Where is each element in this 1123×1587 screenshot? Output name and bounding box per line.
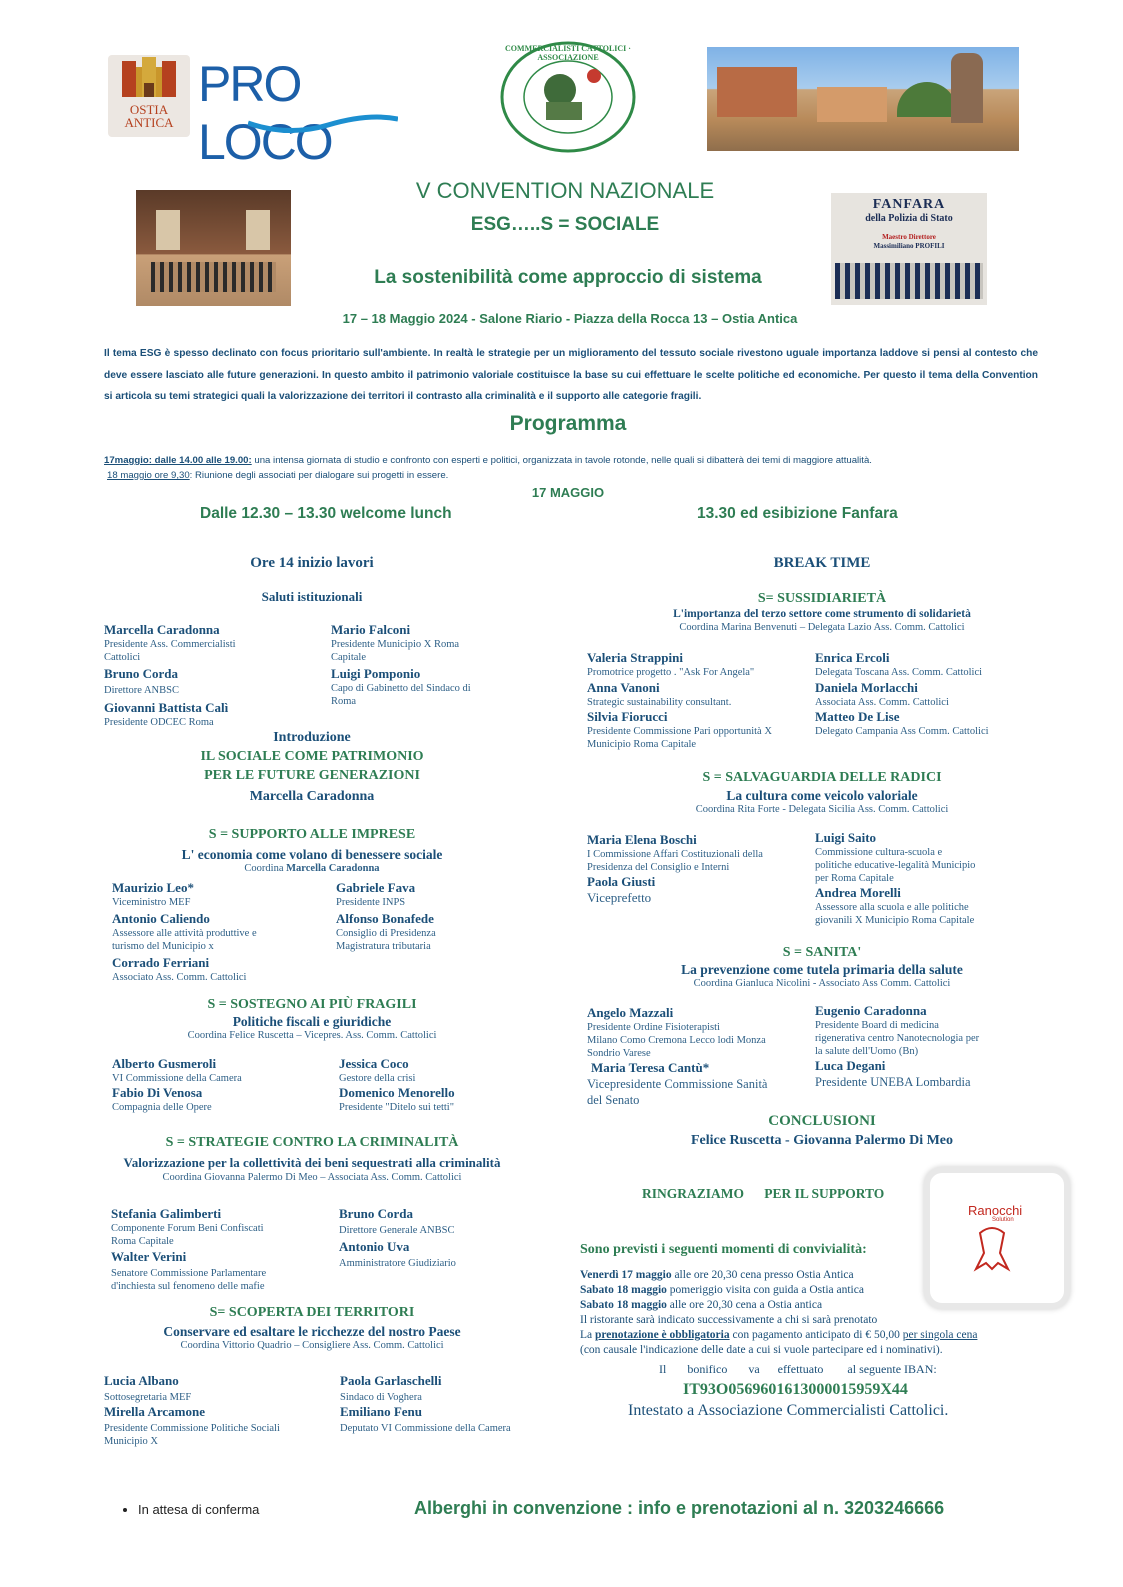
castle-icon	[108, 55, 190, 137]
programma-line2-label: 18 maggio ore 9,30	[107, 470, 190, 481]
person: Stefania Galimberti Componente Forum Beni Confiscati Roma Capitale	[111, 1206, 264, 1247]
dates-place: 17 – 18 Maggio 2024 - Salone Riario - Piazza della Rocca 13 – Ostia Antica	[342, 311, 798, 326]
role: Vicepresidente Commissione Sanità del Senato	[587, 1077, 768, 1107]
intro-title2: PER LE FUTURE GENERAZIONI	[204, 768, 420, 783]
person: Mario Falconi Presidente Municipio X Roma Capitale	[331, 622, 460, 663]
fanfara-title: FANFARA	[872, 197, 946, 212]
s2-title: S = SOSTEGNO AI PIÙ FRAGILI	[207, 997, 417, 1012]
person: Corrado Ferriani Associato Ass. Comm. Cattolici	[112, 955, 247, 983]
conv-desc: alle ore 20,30 cena a Ostia antica	[666, 1299, 823, 1311]
person: Luigi Saito Commissione cultura-scuola e politiche educative-legalità Municipio per Roma Capitale	[815, 830, 976, 884]
person: Paola Giusti Viceprefetto	[587, 874, 656, 905]
person: Maria Elena Boschi I Commissione Affari Costituzionali della Presidenza del Consiglio e Interni	[587, 832, 763, 873]
conv-date: Venerdì 17 maggio	[580, 1269, 672, 1281]
conv-desc: alle ore 20,30 cena presso Ostia Antica	[671, 1269, 854, 1281]
r1-coord: Coordina Marina Benvenuti – Delegata Lazio Ass. Comm. Cattolici	[679, 622, 965, 633]
r2-title: S = SALVAGUARDIA DELLE RADICI	[702, 770, 942, 785]
s4-coord: Coordina Vittorio Quadrio – Consigliere Ass. Comm. Cattolici	[180, 1340, 444, 1351]
conv-desc: pomeriggio visita con guida a Ostia antica	[666, 1284, 864, 1296]
person: Valeria Strappini Promotrice progetto . "Ask For Angela"	[587, 650, 755, 678]
r1-title: S= SUSSIDIARIETÀ	[757, 591, 887, 606]
proloco-logo	[108, 55, 418, 170]
person: Alfonso Bonafede Consiglio di Presidenza Magistratura tributaria	[336, 911, 436, 952]
saluti-left	[104, 622, 304, 729]
s1-left	[112, 880, 322, 984]
conv-list	[580, 1268, 1050, 1358]
fanfara-maestro: Maestro Direttore	[882, 233, 936, 241]
intro-speaker: Marcella Caradonna	[249, 789, 375, 804]
person: Luigi Pomponio Capo di Gabinetto del Sindaco di Roma	[331, 666, 471, 707]
r1-right	[815, 650, 1035, 738]
salone-riario-photo	[136, 190, 291, 306]
s3-sub: Valorizzazione per la collettività dei beni sequestrati alla criminalità	[123, 1155, 501, 1170]
r1-sub: L'importanza del terzo settore come strumento di solidarietà	[673, 608, 971, 620]
person: Eugenio Caradonna Presidente Board di medicina rigenerativa centro Nanotecnologia per la salute dell'Uomo (Bn)	[815, 1003, 980, 1057]
conv-causale: (con causale l'indicazione delle date a cui si vuole partecipare ed i nominativi).	[580, 1344, 943, 1356]
person: Anna Vanoni Strategic sustainability consultant.	[587, 680, 732, 708]
person: Paola Garlaschelli Sindaco di Voghera	[340, 1373, 442, 1403]
fanfara-poster	[831, 193, 987, 305]
s1-coord-pre: Coordina	[244, 863, 287, 874]
person: Alberto Gusmeroli VI Commissione della Camera	[112, 1056, 242, 1084]
ringraziamo: RINGRAZIAMO PER IL SUPPORTO	[642, 1186, 885, 1201]
conv-line	[580, 1298, 1050, 1313]
person: Bruno Corda Direttore ANBSC	[104, 666, 179, 696]
s3-right	[339, 1206, 529, 1270]
conclusioni: CONCLUSIONI	[768, 1113, 876, 1129]
s3-coord: Coordina Giovanna Palermo Di Meo – Associata Ass. Comm. Cattolici	[162, 1172, 462, 1183]
ostia-square-photo	[707, 47, 1019, 151]
frog-icon	[970, 1223, 1014, 1273]
programma-line2	[107, 470, 1007, 481]
wave-icon	[248, 113, 398, 135]
conv-prenotazione	[580, 1328, 1050, 1343]
s1-right	[336, 880, 516, 953]
s3-left	[111, 1206, 321, 1293]
convention-tagline: La sostenibilità come approccio di sistema	[374, 267, 762, 288]
text: prenotazione è obbligatoria	[595, 1329, 730, 1341]
welcome-lunch: Dalle 12.30 – 13.30 welcome lunch	[200, 505, 452, 522]
person: Andrea Morelli Assessore alla scuola e alle politiche giovanili X Municipio Roma Capitale	[815, 885, 975, 926]
s3-title: S = STRATEGIE CONTRO LA CRIMINALITÀ	[165, 1135, 459, 1150]
person: Jessica Coco Gestore della crisi	[339, 1056, 416, 1084]
convention-subtitle: ESG…..S = SOCIALE	[470, 214, 660, 235]
conv-line: Il ristorante sarà indicato successivamente a chi si sarà prenotato	[580, 1314, 878, 1326]
text: con pagamento anticipato di € 50,00	[729, 1329, 903, 1341]
proloco-sub: OSTIA ANTICA	[124, 102, 174, 130]
confirmation-note: • In attesa di conferma	[138, 1502, 259, 1517]
programma-line1	[104, 455, 1034, 466]
programma-title: Programma	[509, 412, 627, 435]
r3-coord: Coordina Gianluca Nicolini - Associato Ass Comm. Cattolici	[693, 978, 951, 989]
s4-sub: Conservare ed esaltare le ricchezze del nostro Paese	[163, 1324, 461, 1339]
person: Matteo De Lise Delegato Campania Ass Comm. Cattolici	[815, 709, 989, 737]
intro-paragraph: Il tema ESG è spesso declinato con focus prioritario sull'ambiente. In realtà le strategie per un miglioramento del tessuto sociale rivestono uguale importanza laddove si pensi al contesto che deve essere lasciato alle future generazioni. In questo ambito il patrimonio valoriale costituisce la base su cui effettuare le scelte politiche ed economiche. Per questo il tema della Convention si articola su temi strategici quali la valorizzazione dei territori il contrasto alla criminalità e il supporto alle categorie fragili.	[104, 348, 1038, 402]
intestato: Intestato a Associazione Commercialisti Cattolici.	[628, 1402, 949, 1419]
break-time: BREAK TIME	[773, 555, 871, 571]
r3-left	[587, 1005, 812, 1108]
saluti-right	[331, 622, 511, 708]
r2-left	[587, 832, 812, 906]
convention-title: V CONVENTION NAZIONALE	[415, 178, 715, 203]
person: Bruno Corda Direttore Generale ANBSC	[339, 1206, 455, 1236]
day-label: 17 MAGGIO	[531, 485, 605, 500]
s2-sub: Politiche fiscali e giuridiche	[232, 1014, 392, 1029]
conv-title: Sono previsti i seguenti momenti di convivialità:	[580, 1242, 867, 1257]
programma-line1-label: 17maggio: dalle 14.00 alle 19.00:	[104, 455, 252, 466]
conv-date: Sabato 18 maggio	[580, 1299, 667, 1311]
s2-left	[112, 1056, 322, 1114]
intro-label: Introduzione	[273, 730, 351, 745]
s1-title: S = SUPPORTO ALLE IMPRESE	[208, 827, 416, 842]
conv-line	[580, 1283, 1050, 1298]
sponsor-name: Ranocchi	[968, 1203, 1023, 1218]
sponsor-sub: Solution	[992, 1217, 1014, 1223]
s1-sub: L' economia come volano di benessere sociale	[181, 847, 443, 862]
s4-title: S= SCOPERTA DEI TERRITORI	[209, 1305, 415, 1320]
r2-right	[815, 830, 1035, 927]
fanfara-exhibition: 13.30 ed esibizione Fanfara	[697, 505, 898, 522]
person: Maria Teresa Cantù*	[591, 1060, 710, 1075]
text: per singola cena	[902, 1329, 978, 1341]
r2-sub: La cultura come veicolo valoriale	[726, 788, 918, 803]
person: Fabio Di Venosa Compagnia delle Opere	[112, 1085, 212, 1113]
person: Giovanni Battista Calì Presidente ODCEC Roma	[104, 700, 229, 728]
association-seal	[498, 40, 638, 154]
person: Daniela Morlacchi Associata Ass. Comm. Cattolici	[815, 680, 949, 708]
programma-line2-text: : Riunione degli associati per dialogare sui progetti in essere.	[189, 470, 449, 481]
footer-note	[120, 1502, 259, 1517]
person: Maurizio Leo* Viceministro MEF	[112, 880, 194, 908]
start-label: Ore 14 inizio lavori	[250, 555, 374, 571]
person: Emiliano Fenu Deputato VI Commissione della Camera	[340, 1404, 511, 1434]
conclusioni-names: Felice Ruscetta - Giovanna Palermo Di Meo	[690, 1133, 954, 1148]
conv-line	[580, 1268, 1050, 1283]
programma-line1-text: una intensa giornata di studio e confronto con esperti e politici, organizzata in tavole rotonde, nelle quali si dibatterà dei temi di maggiore attualità.	[251, 455, 872, 466]
person: Walter Verini Senatore Commissione Parlamentare d'inchiesta sul fenomeno delle mafie	[111, 1249, 267, 1292]
person: Mirella Arcamone Presidente Commissione Politiche Sociali Municipio X	[104, 1404, 280, 1447]
person: Luca Degani Presidente UNEBA Lombardia	[815, 1058, 971, 1089]
s2-coord: Coordina Felice Ruscetta – Vicepres. Ass. Comm. Cattolici	[187, 1030, 437, 1041]
hotels-info: Alberghi in convenzione : info e prenotazioni al n. 3203246666	[414, 1498, 945, 1518]
r2-coord: Coordina Rita Forte - Delegata Sicilia Ass. Comm. Cattolici	[695, 804, 949, 815]
seal-text: COMMERCIALISTI CATTOLICI · ASSOCIAZIONE	[505, 44, 631, 62]
band-image	[835, 263, 983, 299]
s1-coord-name: Marcella Caradonna	[286, 863, 380, 874]
person: Marcella Caradonna Presidente Ass. Commercialisti Cattolici	[104, 622, 236, 663]
person: Antonio Uva Amministratore Giudiziario	[339, 1239, 456, 1269]
r3-title: S = SANITA'	[782, 945, 862, 960]
proloco-title: PRO LOCO	[198, 56, 332, 170]
conv-date: Sabato 18 maggio	[580, 1284, 667, 1296]
person: Enrica Ercoli Delegata Toscana Ass. Comm. Cattolici	[815, 650, 983, 678]
r3-right	[815, 1003, 1035, 1090]
person: Silvia Fiorucci Presidente Commissione Pari opportunità X Municipio Roma Capitale	[587, 709, 772, 750]
r3-sub: La prevenzione come tutela primaria della salute	[681, 962, 963, 977]
text: La	[580, 1329, 596, 1341]
fanfara-sub: della Polizia di Stato	[865, 213, 953, 224]
s1-coord	[110, 863, 514, 874]
iban: IT93O0569601613000015959X44	[683, 1381, 908, 1398]
person: Lucia Albano Sottosegretaria MEF	[104, 1373, 192, 1403]
intro-title1: IL SOCIALE COME PATRIMONIO	[200, 749, 424, 764]
person: Antonio Caliendo Assessore alle attività produttive e turismo del Municipio x	[112, 911, 257, 952]
r1-left	[587, 650, 812, 751]
s4-right	[340, 1373, 540, 1435]
s2-right	[339, 1056, 529, 1114]
person: Domenico Menorello Presidente "Ditelo sui tetti"	[339, 1085, 455, 1113]
person: Gabriele Fava Presidente INPS	[336, 880, 416, 908]
s4-left	[104, 1373, 324, 1448]
saluti-label: Saluti istituzionali	[261, 589, 363, 604]
fanfara-maestro-name: Massimiliano PROFILI	[873, 242, 945, 250]
person: Angelo Mazzali Presidente Ordine Fisioterapisti Milano Como Cremona Lecco lodi Monza Sondrio Varese	[587, 1005, 766, 1059]
bonifico: Il bonifico va effettuato al seguente IBAN:	[659, 1362, 937, 1376]
